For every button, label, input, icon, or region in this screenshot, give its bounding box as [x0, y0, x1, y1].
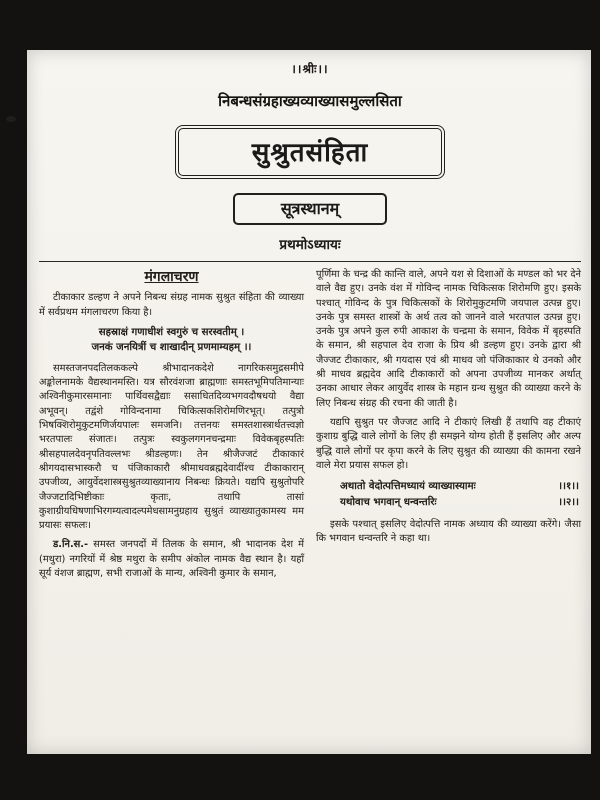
paragraph-label: ड.नि.स.-: [53, 539, 89, 551]
left-column-heading: मंगलाचरण: [144, 269, 199, 285]
header-divider: [39, 261, 581, 262]
two-column-text: [39, 268, 581, 586]
scan-smudge: [6, 116, 16, 122]
verse-text: यथोवाच भगवान् धन्वन्तरिः: [340, 497, 437, 509]
left-column: [39, 268, 304, 586]
verse-line: [318, 479, 579, 495]
book-page: [27, 50, 591, 754]
title-box: [175, 125, 445, 179]
section-title: सूत्रस्थानम्: [280, 199, 340, 218]
verse-number: ।।२।।: [558, 497, 579, 509]
paragraph: पूर्णिमा के चन्द्र की कान्ति वाले, अपने यश से दिशाओं के मण्डल को भर देने वाले वैद्य हुए। उनके वंश में गोविन्द नामक चिकित्सक शिरोमणि हुए। इसके पश्चात् गोविन्द के पुत्र चिकित्सकों के शिरोमुकुटमणि जयपाल उत्पन्न हुए। उनके पुत्र समस्त शास्त्रों के अर्थ तत्व को जानने वाले भरतपाल उत्पन्न हुए। उनके पुत्र अपने कुल रुपी आकाश के चन्द्रमा के समान, विवेक में बृहस्पति के समान, श्री सहपाल देव राजा के प्रिय श्री डल्हण हुए। उनके द्वारा श्री जैज्जट टीकाकार, श्री गयदास एवं श्री माधव जो पंजिकाकार थे उनको और श्री माधव ब्रह्मदेव आदि टीकाकारों को अपना उपजीव्य मानकर अर्थात् उनका आधार लेकर आयुर्वेद शास्त्र के महान ग्रन्थ सुश्रुत की व्याख्या करने के लिए निबन्ध संग्रह की रचना की जाती है।: [316, 269, 581, 409]
translation-paragraph: [39, 538, 304, 581]
right-column: [316, 268, 581, 552]
verse-line: [318, 495, 579, 511]
sutra-verse: [318, 479, 579, 511]
verse-text: अथातो वेदोत्पत्तिमध्यायं व्याख्यास्यामः: [340, 481, 476, 493]
verse-line: सहस्राक्षं गणाधीशं स्वगुरुं च सरस्वतीम् ।: [98, 326, 245, 338]
invocation-text: ।।श्रीः।।: [291, 62, 329, 76]
paragraph: टीकाकार डल्हण ने अपने निबन्ध संग्रह नामक सुश्रुत संहिता की व्याख्या में सर्वप्रथम मंगलाचरण किया है।: [39, 292, 304, 318]
paragraph: इसके पश्चात् इसलिए वेदोत्पत्ति नामक अध्याय की व्याख्या करेंगे। जैसा कि भगवान धन्वन्तरि ने कहा था।: [316, 519, 581, 545]
series-title: निबन्धसंग्रहाख्यव्याख्यासमुल्लसिता: [218, 92, 402, 110]
section-box: [233, 193, 387, 225]
verse-number: ।।१।।: [558, 481, 579, 493]
book-title: सुश्रुतसंहिता: [251, 138, 369, 168]
commentary-paragraph: समस्तजनपदतिलककल्पे श्रीभादानकदेशे नागरिकसमुद्रसमीपे अङ्कोलनामके वैद्यस्थानमस्ति। यत्र सौरवंशजा ब्राह्मणाः समस्तभूमिपतिमान्याः अश्विनीकुमारसमानाः पार्थिवसद्वैद्याः ससाधितदिव्यभगवदौषधयो वैद्या अभूवन्। तद्वंशे गोविन्दनामा चिकित्सकशिरोमणिरभूत्। तत्पुत्रो भिषक्शिरोमुकुटमणिर्जयपालः समजनि। तत्तनयः समस्तशास्त्रार्थतत्त्वज्ञो भरतपालः संजातः। तत्पुत्रः स्वकुलगगनचन्द्रमाः विवेकबृहस्पतिः श्रीसहपालदेवनृपतिवल्लभः श्रीडल्हणः। तेन श्रीजैज्जटं टीकाकारं श्रीगयदासभास्करौ च पंजिकाकारौ श्रीमाधवब्रह्मदेवादींश्च टीकाकारान् उपजीव्य, आयुर्वेदशास्त्रसुश्रुतव्याख्यानाय निबन्धः क्रियते। यद्यपि सुश्रुतोपरि जैज्जटादिभिष्टीकाः कृताः, तथापि तासां कुशाग्रीयधिषणाभिरगम्यत्वादल्पमेधसामनुग्रहाय सुश्रुतं व्याख्यातुकामस्य मम प्रयासः सफलः।: [39, 362, 304, 532]
paragraph-text: समस्त जनपदों में तिलक के समान, श्री भादानक देश में (मथुरा) नगरियों में श्रेष्ठ मथुरा के समीप अंकोल नामक वैद्य स्थान है। यहाँ सूर्य वंशज ब्राह्मण, सभी राजाओं के मान्य, अश्विनी कुमार के समान,: [39, 539, 304, 580]
chapter-title: प्रथमोऽध्यायः: [279, 237, 341, 253]
verse-line: जनकं जनयित्रीं च शाखादीन् प्रणमाम्यहम् ।।: [91, 341, 252, 353]
benediction-verse: [39, 325, 304, 355]
paragraph: यद्यपि सुश्रुत पर जैज्जट आदि ने टीकाएं लिखी हैं तथापि वह टीकाएं कुशाग्र बुद्धि वाले लोगों के लिए ही समझने योग्य होती हैं इसलिए और अल्प बुद्धि वाले लोगों पर कृपा करने के लिए सुश्रुत की व्याख्या की कामना रखने वाले मेरा प्रयास सफल हो।: [316, 416, 581, 471]
